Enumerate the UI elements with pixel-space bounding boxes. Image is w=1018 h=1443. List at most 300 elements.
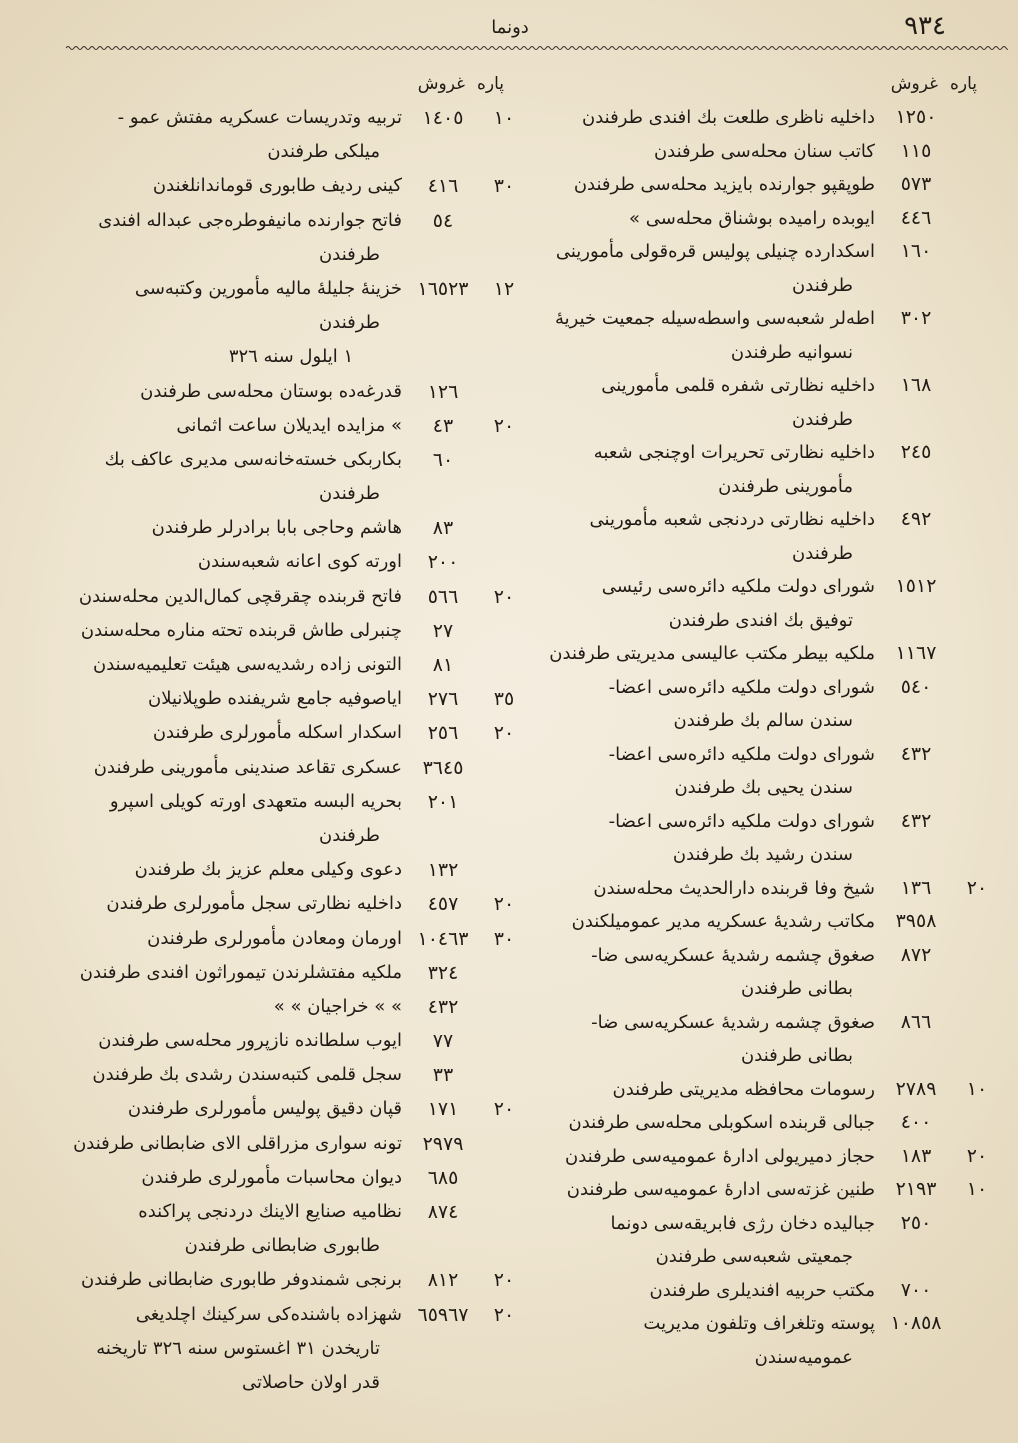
donation-entry: [545, 738, 997, 805]
donation-entry: [545, 1307, 997, 1374]
kurus-amount: ٤٣٢: [427, 995, 459, 1018]
description-line: [545, 637, 875, 671]
description-line: [58, 477, 402, 511]
description-text: سندن سالم بك طرفندن: [673, 710, 853, 731]
para-amount: [484, 1195, 524, 1229]
description-line: [545, 838, 875, 872]
donation-entry: [545, 503, 997, 570]
description-text: » مزايده ايديلان ساعت اثمانى: [176, 414, 402, 436]
donation-entry: [58, 716, 524, 750]
kurus-amount: ١٤٠٥: [422, 107, 464, 129]
kurus-amount: ٥٧٣: [900, 173, 932, 195]
para-amount: [957, 671, 997, 705]
entry-description: [545, 1173, 875, 1207]
description-line: [58, 990, 402, 1024]
description-line: [58, 614, 402, 648]
description-text: داخليه نظارتى تحريرات اوچنجى شعبه: [593, 442, 875, 463]
description-text: فاتح قربنده چقرقچى كمال‌الدين محله‌سندن: [78, 585, 402, 607]
para-amount: ٣٥: [493, 688, 515, 711]
donation-entry: [545, 101, 997, 135]
entry-description: [545, 872, 875, 906]
donation-entry: [545, 905, 997, 939]
donation-entry: [545, 1207, 997, 1274]
description-text: خزينۀ جليلۀ ماليه مأمورين وكتبه‌سى: [134, 277, 402, 299]
description-line: [58, 375, 402, 409]
description-text: قدر اولان حاصلاتى: [241, 1371, 380, 1393]
description-line: [58, 1024, 402, 1058]
para-amount: [484, 204, 524, 238]
description-line: [545, 1173, 875, 1207]
donation-list: [545, 101, 997, 1374]
description-line: [545, 168, 875, 202]
kurus-amount: ١٦٨: [900, 374, 932, 396]
description-line: [545, 470, 875, 504]
para-heading: پاره: [476, 74, 504, 94]
description-text: عموميه‌سندن: [754, 1346, 853, 1368]
kurus-amount: ١١٥: [900, 139, 932, 162]
para-amount: [957, 738, 997, 772]
description-text: التونى زاده رشديه‌سى هيئت تعليميه‌سندن: [92, 654, 402, 675]
kurus-amount: ٦٥٩٦٧: [417, 1303, 469, 1326]
entry-description: [545, 738, 875, 805]
description-text: داخليه نظارتى سجل مأمورلرى طرفندن: [106, 893, 402, 915]
entry-description: [58, 443, 402, 511]
kurus-amount: ١٣٦: [900, 876, 932, 899]
donation-entry: [545, 168, 997, 202]
description-line: [545, 269, 875, 303]
donation-entry: [58, 1161, 524, 1195]
description-line: [545, 872, 875, 906]
description-text: هاشم وحاجى بابا برادرلر طرفندن: [151, 517, 402, 539]
donation-entry: [58, 272, 524, 340]
entry-description: [58, 716, 402, 750]
description-line: [545, 302, 875, 336]
kurus-amount: ٦٨٥: [427, 1166, 459, 1189]
description-text: شوراى دولت ملكيه دائره‌سى رئيسى: [601, 576, 875, 597]
kurus-amount: ٤٥٧: [427, 893, 459, 916]
para-amount: [484, 1127, 524, 1161]
description-text: طرفندن: [792, 408, 853, 430]
donation-entry: [58, 990, 524, 1024]
entry-description: [545, 1140, 875, 1174]
donation-entry: [58, 1058, 524, 1092]
description-text: اورمان ومعادن مأمورلرى طرفندن: [147, 927, 402, 949]
donation-entry: [58, 375, 524, 409]
entry-description: [545, 1106, 875, 1140]
description-text: اسكدارده چنيلى پوليس قره‌قولى مأمورينى: [555, 241, 875, 262]
para-amount: ٢٠: [966, 1144, 988, 1167]
description-line: [545, 570, 875, 604]
para-amount: [957, 235, 997, 269]
donation-entry: [58, 614, 524, 648]
description-text: داخليه نظارتى شفره قلمى مأمورينى: [601, 375, 875, 396]
para-amount: [957, 369, 997, 403]
description-text: فاتح جوارنده مانيفوطره‌جى عبداله افندى: [98, 209, 402, 231]
description-line: [545, 135, 875, 169]
description-text: دعوى وكيلى معلم عزيز بك طرفندن: [134, 859, 402, 881]
description-text: شوراى دولت ملكيه دائره‌سى اعضا-: [608, 810, 875, 832]
entry-description: [58, 785, 402, 853]
entry-description: [545, 1207, 875, 1274]
description-line: [58, 306, 402, 340]
description-line: [545, 671, 875, 705]
description-line: [58, 511, 402, 545]
kurus-amount: ١١٦٧: [895, 642, 937, 664]
kurus-amount: ٢١٩٣: [895, 1178, 937, 1200]
description-text: پوسته وتلغراف وتلفون مديريت: [643, 1313, 875, 1334]
entry-description: [58, 751, 402, 785]
entry-description: [545, 503, 875, 570]
description-line: [545, 436, 875, 470]
donation-entry: [58, 1298, 524, 1401]
kurus-amount: ٤٣٢: [900, 742, 932, 765]
description-line: [58, 1161, 402, 1195]
description-text: كينى رديف طابورى قوماندانلغندن: [152, 175, 402, 197]
kurus-amount: ٢٩٧٩: [422, 1132, 464, 1155]
para-amount: [957, 135, 997, 169]
kurus-amount: ٣٩٥٨: [895, 910, 937, 932]
description-line: [545, 101, 875, 135]
description-line: [58, 716, 402, 750]
description-text: اسكدار اسكله مأمورلرى طرفندن: [152, 722, 402, 744]
description-text: اطه‌لر شعبه‌سى واسطه‌سيله جمعيت خيريۀ: [554, 308, 875, 329]
description-text: سندن رشيد بك طرفندن: [672, 844, 853, 865]
description-line: [58, 819, 402, 853]
description-line: [58, 101, 402, 135]
donation-entry: [545, 235, 997, 302]
description-line: [58, 648, 402, 682]
para-amount: [957, 939, 997, 973]
description-text: رسومات محافظه مديريتى طرفندن: [612, 1078, 875, 1100]
kurus-amount: ٨٧٤: [427, 1201, 459, 1223]
description-line: [545, 1006, 875, 1040]
entry-description: [58, 545, 402, 579]
description-text: طرفندن: [319, 824, 380, 846]
description-line: [58, 545, 402, 579]
entry-description: [545, 302, 875, 369]
donation-entry: [58, 101, 524, 169]
description-text: بطانى طرفندن: [741, 978, 853, 999]
donation-entry: [545, 1140, 997, 1174]
description-text: جباليده دخان رژى فابريقه‌سى دونما: [610, 1212, 875, 1234]
kurus-amount: ١٠٨٥٨: [890, 1312, 942, 1334]
donation-entry: [545, 436, 997, 503]
para-amount: [957, 1274, 997, 1308]
para-amount: [484, 1058, 524, 1092]
running-title: دونما: [491, 17, 529, 38]
para-amount: [484, 511, 524, 545]
para-amount: [957, 1307, 997, 1341]
kurus-amount: ٨٦٦: [900, 1010, 932, 1033]
para-amount: [957, 302, 997, 336]
donation-entry: [58, 751, 524, 785]
entry-description: [545, 235, 875, 302]
para-amount: ٣٠: [493, 175, 515, 198]
kurus-amount: ٢٤٥: [900, 441, 932, 463]
donation-entry: [545, 1006, 997, 1073]
description-line: [545, 1207, 875, 1241]
description-text: مأمورينى طرفندن: [718, 475, 853, 497]
para-amount: [484, 545, 524, 579]
donation-entry: [58, 1127, 524, 1161]
donation-entry: [545, 1173, 997, 1207]
kurus-amount: ٤٤٦: [900, 206, 932, 229]
description-text: ديوان محاسبات مأمورلرى طرفندن: [141, 1166, 402, 1188]
donation-entry: [58, 545, 524, 579]
description-text: طابورى ضابطانى طرفندن: [184, 1235, 380, 1257]
description-text: شيخ وفا قربنده دارالحديث محله‌سندن: [593, 877, 875, 899]
para-amount: ٢٠: [493, 1303, 515, 1326]
para-amount: [484, 443, 524, 477]
description-line: [545, 235, 875, 269]
date-line: ١ ايلول سنه ٣٢٦: [228, 346, 354, 368]
para-amount: [957, 168, 997, 202]
description-line: [545, 202, 875, 236]
kurus-amount: ٥٦٦: [427, 585, 459, 608]
description-line: [545, 738, 875, 772]
entry-description: [58, 1058, 402, 1092]
entry-description: [58, 922, 402, 956]
description-line: [545, 805, 875, 839]
entry-description: [58, 1195, 402, 1263]
donation-entry: [58, 1092, 524, 1126]
description-line: [545, 1307, 875, 1341]
donation-entry: [58, 853, 524, 887]
description-line: [545, 403, 875, 437]
entry-description: [58, 101, 402, 169]
donation-entry: [545, 671, 997, 738]
description-line: [58, 1092, 402, 1126]
kurus-amount: ٢٠٠: [427, 551, 459, 574]
description-text: جمعيتى شعبه‌سى طرفندن: [655, 1246, 853, 1267]
para-amount: [484, 1024, 524, 1058]
donation-entry: [545, 872, 997, 906]
para-amount: [957, 436, 997, 470]
donation-entry: [58, 887, 524, 921]
kurus-heading: غروش: [417, 74, 465, 94]
column-heading: [545, 68, 997, 101]
description-text: سجل قلمى كتبه‌سندن رشدى بك طرفندن: [92, 1064, 402, 1086]
entry-description: [58, 580, 402, 614]
description-text: تاريخدن ٣١ اغستوس سنه ٣٢٦ تاريخنه: [96, 1337, 380, 1359]
description-line: [545, 1341, 875, 1375]
description-text: اورته كوى اعانه شعبه‌سندن: [197, 551, 402, 573]
kurus-amount: ٢٥٠: [900, 1211, 932, 1234]
donation-entry: [58, 409, 524, 443]
description-line: [58, 443, 402, 477]
para-amount: [957, 570, 997, 604]
kurus-amount: ٣٣: [432, 1064, 454, 1087]
kurus-amount: ٨١: [432, 654, 454, 676]
kurus-amount: ١٣٢: [427, 859, 459, 882]
kurus-amount: ٣٠٢: [900, 307, 932, 329]
description-line: [545, 336, 875, 370]
kurus-amount: ٤٣: [432, 414, 454, 437]
entry-description: [58, 272, 402, 340]
para-amount: [484, 785, 524, 819]
description-line: [545, 1274, 875, 1308]
entry-description: [545, 1274, 875, 1308]
entry-description: [545, 1307, 875, 1374]
entry-description: [545, 637, 875, 671]
description-line: [545, 972, 875, 1006]
entry-description: [58, 204, 402, 272]
description-text: برنجى شمندوفر طابورى ضابطانى طرفندن: [81, 1269, 402, 1291]
donation-entry: [58, 785, 524, 853]
para-amount: [484, 751, 524, 785]
wavy-rule-path: [66, 47, 1008, 50]
column-heading: [58, 68, 524, 101]
entry-description: [545, 939, 875, 1006]
description-line: [545, 604, 875, 638]
kurus-amount: ٣٦٤٥: [422, 756, 464, 779]
page-number: ٩٣٤: [904, 11, 946, 41]
entry-description: [58, 990, 402, 1024]
kurus-amount: ١٢٦: [427, 380, 459, 403]
donation-entry: [545, 570, 997, 637]
kurus-amount: ٦٠: [432, 448, 454, 471]
entry-description: [58, 1263, 402, 1297]
description-line: [545, 905, 875, 939]
description-line: [545, 1140, 875, 1174]
description-line: [58, 1366, 402, 1400]
para-amount: [484, 375, 524, 409]
description-line: [545, 1039, 875, 1073]
kurus-amount: ١٦٥٢٣: [417, 277, 469, 300]
donation-entry: [58, 511, 524, 545]
entry-description: [545, 168, 875, 202]
entry-description: [58, 1024, 402, 1058]
para-amount: [484, 853, 524, 887]
donation-entry: [58, 169, 524, 203]
kurus-amount: ٢٧٦: [427, 688, 459, 711]
donation-entry: [58, 682, 524, 716]
kurus-amount: ٤٩٢: [900, 508, 932, 530]
donation-entry: [545, 302, 997, 369]
description-line: [58, 1229, 402, 1263]
wavy-rule: [66, 42, 1008, 54]
description-text: قپان دقيق پوليس مأمورلرى طرفندن: [127, 1098, 402, 1120]
entry-description: [58, 409, 402, 443]
description-line: [58, 1332, 402, 1366]
para-amount: ٢٠: [493, 893, 515, 916]
description-text: قدرغه‌ده بوستان محله‌سى طرفندن: [140, 380, 402, 402]
entry-description: [58, 682, 402, 716]
description-text: تربيه وتدريسات عسكريه مفتش عمو -: [117, 107, 402, 128]
donation-entry: [545, 135, 997, 169]
description-text: بحريه البسه متعهدى اورته كويلى اسپرو: [109, 790, 402, 812]
para-amount: ١٠: [966, 1178, 988, 1200]
entry-description: [58, 1161, 402, 1195]
entry-description: [58, 1298, 402, 1401]
description-line: [545, 939, 875, 973]
kurus-amount: ١٨٣: [900, 1144, 932, 1167]
para-amount: [957, 202, 997, 236]
description-line: [58, 956, 402, 990]
entry-description: [58, 648, 402, 682]
description-line: [58, 580, 402, 614]
donation-entry: [58, 1263, 524, 1297]
description-line: [58, 1058, 402, 1092]
description-text: شوراى دولت ملكيه دائره‌سى اعضا-: [608, 743, 875, 765]
entry-description: [545, 369, 875, 436]
description-text: سندن يحيى بك طرفندن: [674, 777, 853, 798]
entry-description: [545, 101, 875, 135]
description-line: [58, 204, 402, 238]
para-amount: [957, 805, 997, 839]
right-column: [545, 68, 997, 1374]
description-text: شهزاده باشنده‌كى سركينك اچلديغى: [135, 1303, 402, 1325]
description-text: نظاميه صنايع الاينك دردنجى پراكنده: [138, 1201, 402, 1222]
donation-entry: [545, 1106, 997, 1140]
kurus-amount: ٧٠٠: [900, 1278, 932, 1301]
entry-description: [545, 805, 875, 872]
kurus-amount: ٢٠١: [427, 790, 459, 813]
entry-description: [58, 375, 402, 409]
description-text: حجاز دميريولى ادارۀ عموميه‌سى طرفندن: [565, 1145, 875, 1167]
description-text: » » خراجيان » »: [273, 995, 402, 1017]
description-line: [58, 887, 402, 921]
description-text: كاتب سنان محله‌سى طرفندن: [653, 140, 875, 162]
description-text: طرفندن: [792, 542, 853, 564]
donation-entry: [545, 805, 997, 872]
description-text: جبالى قربنده اسكوبلى محله‌سى طرفندن: [568, 1112, 875, 1133]
description-text: طرفندن: [319, 483, 380, 505]
description-line: [545, 704, 875, 738]
donation-entry: [58, 956, 524, 990]
description-line: [58, 785, 402, 819]
description-text: صغوق چشمه رشديۀ عسكريه‌سى ضا-: [591, 944, 875, 966]
kurus-heading: غروش: [890, 74, 938, 94]
entry-description: [58, 169, 402, 203]
description-line: [545, 771, 875, 805]
description-line: [545, 1073, 875, 1107]
donation-entry: [545, 1073, 997, 1107]
description-line: [58, 409, 402, 443]
kurus-amount: ٢٥٦: [427, 722, 459, 745]
kurus-amount: ١٥١٢: [895, 575, 937, 597]
description-text: طنين غزته‌سى ادارۀ عموميه‌سى طرفندن: [566, 1179, 875, 1200]
description-text: داخليه ناظرى طلعت بك افندى طرفندن: [582, 107, 875, 128]
description-text: شوراى دولت ملكيه دائره‌سى اعضا-: [608, 676, 875, 698]
entry-description: [545, 1073, 875, 1107]
kurus-amount: ٧٧: [432, 1030, 454, 1053]
para-amount: ٢٠: [493, 722, 515, 745]
donation-entry: [58, 648, 524, 682]
entry-description: [58, 887, 402, 921]
donation-entry: [58, 443, 524, 511]
kurus-amount: ٨٧٢: [900, 943, 932, 966]
kurus-amount: ٤٠٠: [900, 1111, 932, 1133]
description-text: نسوانيه طرفندن: [730, 341, 853, 363]
para-amount: [957, 503, 997, 537]
description-line: [58, 1263, 402, 1297]
description-text: مكاتب رشديۀ عسكريه مدير عموميلكندن: [571, 911, 875, 932]
para-amount: [484, 614, 524, 648]
description-line: [58, 682, 402, 716]
kurus-amount: ١٠٤٦٣: [417, 927, 469, 950]
description-text: ايوب سلطانده نازپرور محله‌سى طرفندن: [98, 1030, 402, 1052]
entry-description: [545, 905, 875, 939]
description-text: طرفندن: [319, 243, 380, 265]
description-line: [58, 272, 402, 306]
kurus-amount: ٥٤: [432, 209, 454, 232]
kurus-amount: ٤١٦: [427, 175, 459, 198]
para-amount: ٢٠: [493, 1098, 515, 1121]
description-line: [58, 922, 402, 956]
para-amount: [957, 1006, 997, 1040]
entry-description: [58, 956, 402, 990]
